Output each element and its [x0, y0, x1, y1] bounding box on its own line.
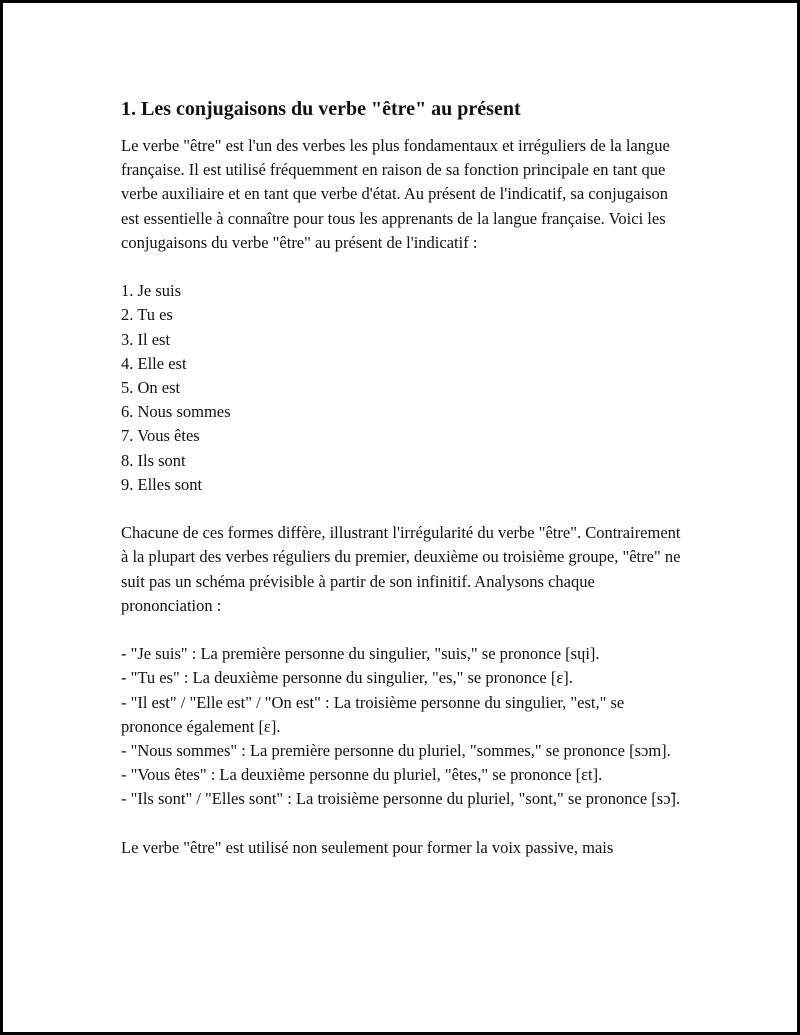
closing-paragraph: Le verbe "être" est utilisé non seulement pour former la voix passive, mais	[121, 837, 614, 857]
paragraph-spacer	[121, 812, 687, 836]
pronunciation-item: - "Il est" / "Elle est" / "On est" : La troisième personne du singulier, "est," se prononce également [ɛ].	[121, 692, 625, 736]
conjugation-item: 2. Tu es	[121, 305, 173, 325]
conjugation-list	[121, 279, 687, 497]
analysis-paragraph: Chacune de ces formes diffère, illustrant l'irrégularité du verbe "être". Contrairement à la plupart des verbes réguliers du premier, deuxième ou troisième groupe, "être" ne suit pas un schéma prévisible à partir de son infinitif. Analysons chaque prononciation :	[121, 523, 681, 615]
conjugation-item: 7. Vous êtes	[121, 426, 200, 446]
paragraph-spacer	[121, 497, 687, 521]
pronunciation-item: - "Tu es" : La deuxième personne du singulier, "es," se prononce [ɛ].	[121, 668, 573, 688]
section-heading: 1. Les conjugaisons du verbe "être" au présent	[121, 98, 521, 120]
pronunciation-item: - "Je suis" : La première personne du singulier, "suis," se prononce [sɥi].	[121, 644, 600, 664]
paragraph-spacer	[121, 255, 687, 279]
paragraph-spacer	[121, 618, 687, 642]
conjugation-item: 6. Nous sommes	[121, 402, 231, 422]
pronunciation-item: - "Nous sommes" : La première personne du pluriel, "sommes," se prononce [sɔm].	[121, 741, 671, 761]
pronunciation-item: - "Vous êtes" : La deuxième personne du pluriel, "êtes," se prononce [ɛt].	[121, 765, 603, 785]
conjugation-item: 5. On est	[121, 378, 181, 398]
pronunciation-item: - "Ils sont" / "Elles sont" : La troisième personne du pluriel, "sont," se prononce [sɔ̃].	[121, 789, 681, 809]
conjugation-item: 8. Ils sont	[121, 450, 186, 470]
pronunciation-list	[121, 642, 687, 811]
conjugation-item: 4. Elle est	[121, 353, 187, 373]
conjugation-item: 1. Je suis	[121, 281, 182, 301]
conjugation-item: 9. Elles sont	[121, 474, 203, 494]
conjugation-item: 3. Il est	[121, 329, 171, 349]
intro-paragraph: Le verbe "être" est l'un des verbes les plus fondamentaux et irréguliers de la langue française. Il est utilisé fréquemment en raison de sa fonction principale en tant que verbe auxiliaire et en tant que verbe d'état. Au présent de l'indicatif, sa conjugaison est essentielle à connaître pour tous les apprenants de la langue française. Voici les conjugaisons du verbe "être" au présent de l'indicatif :	[121, 136, 670, 252]
